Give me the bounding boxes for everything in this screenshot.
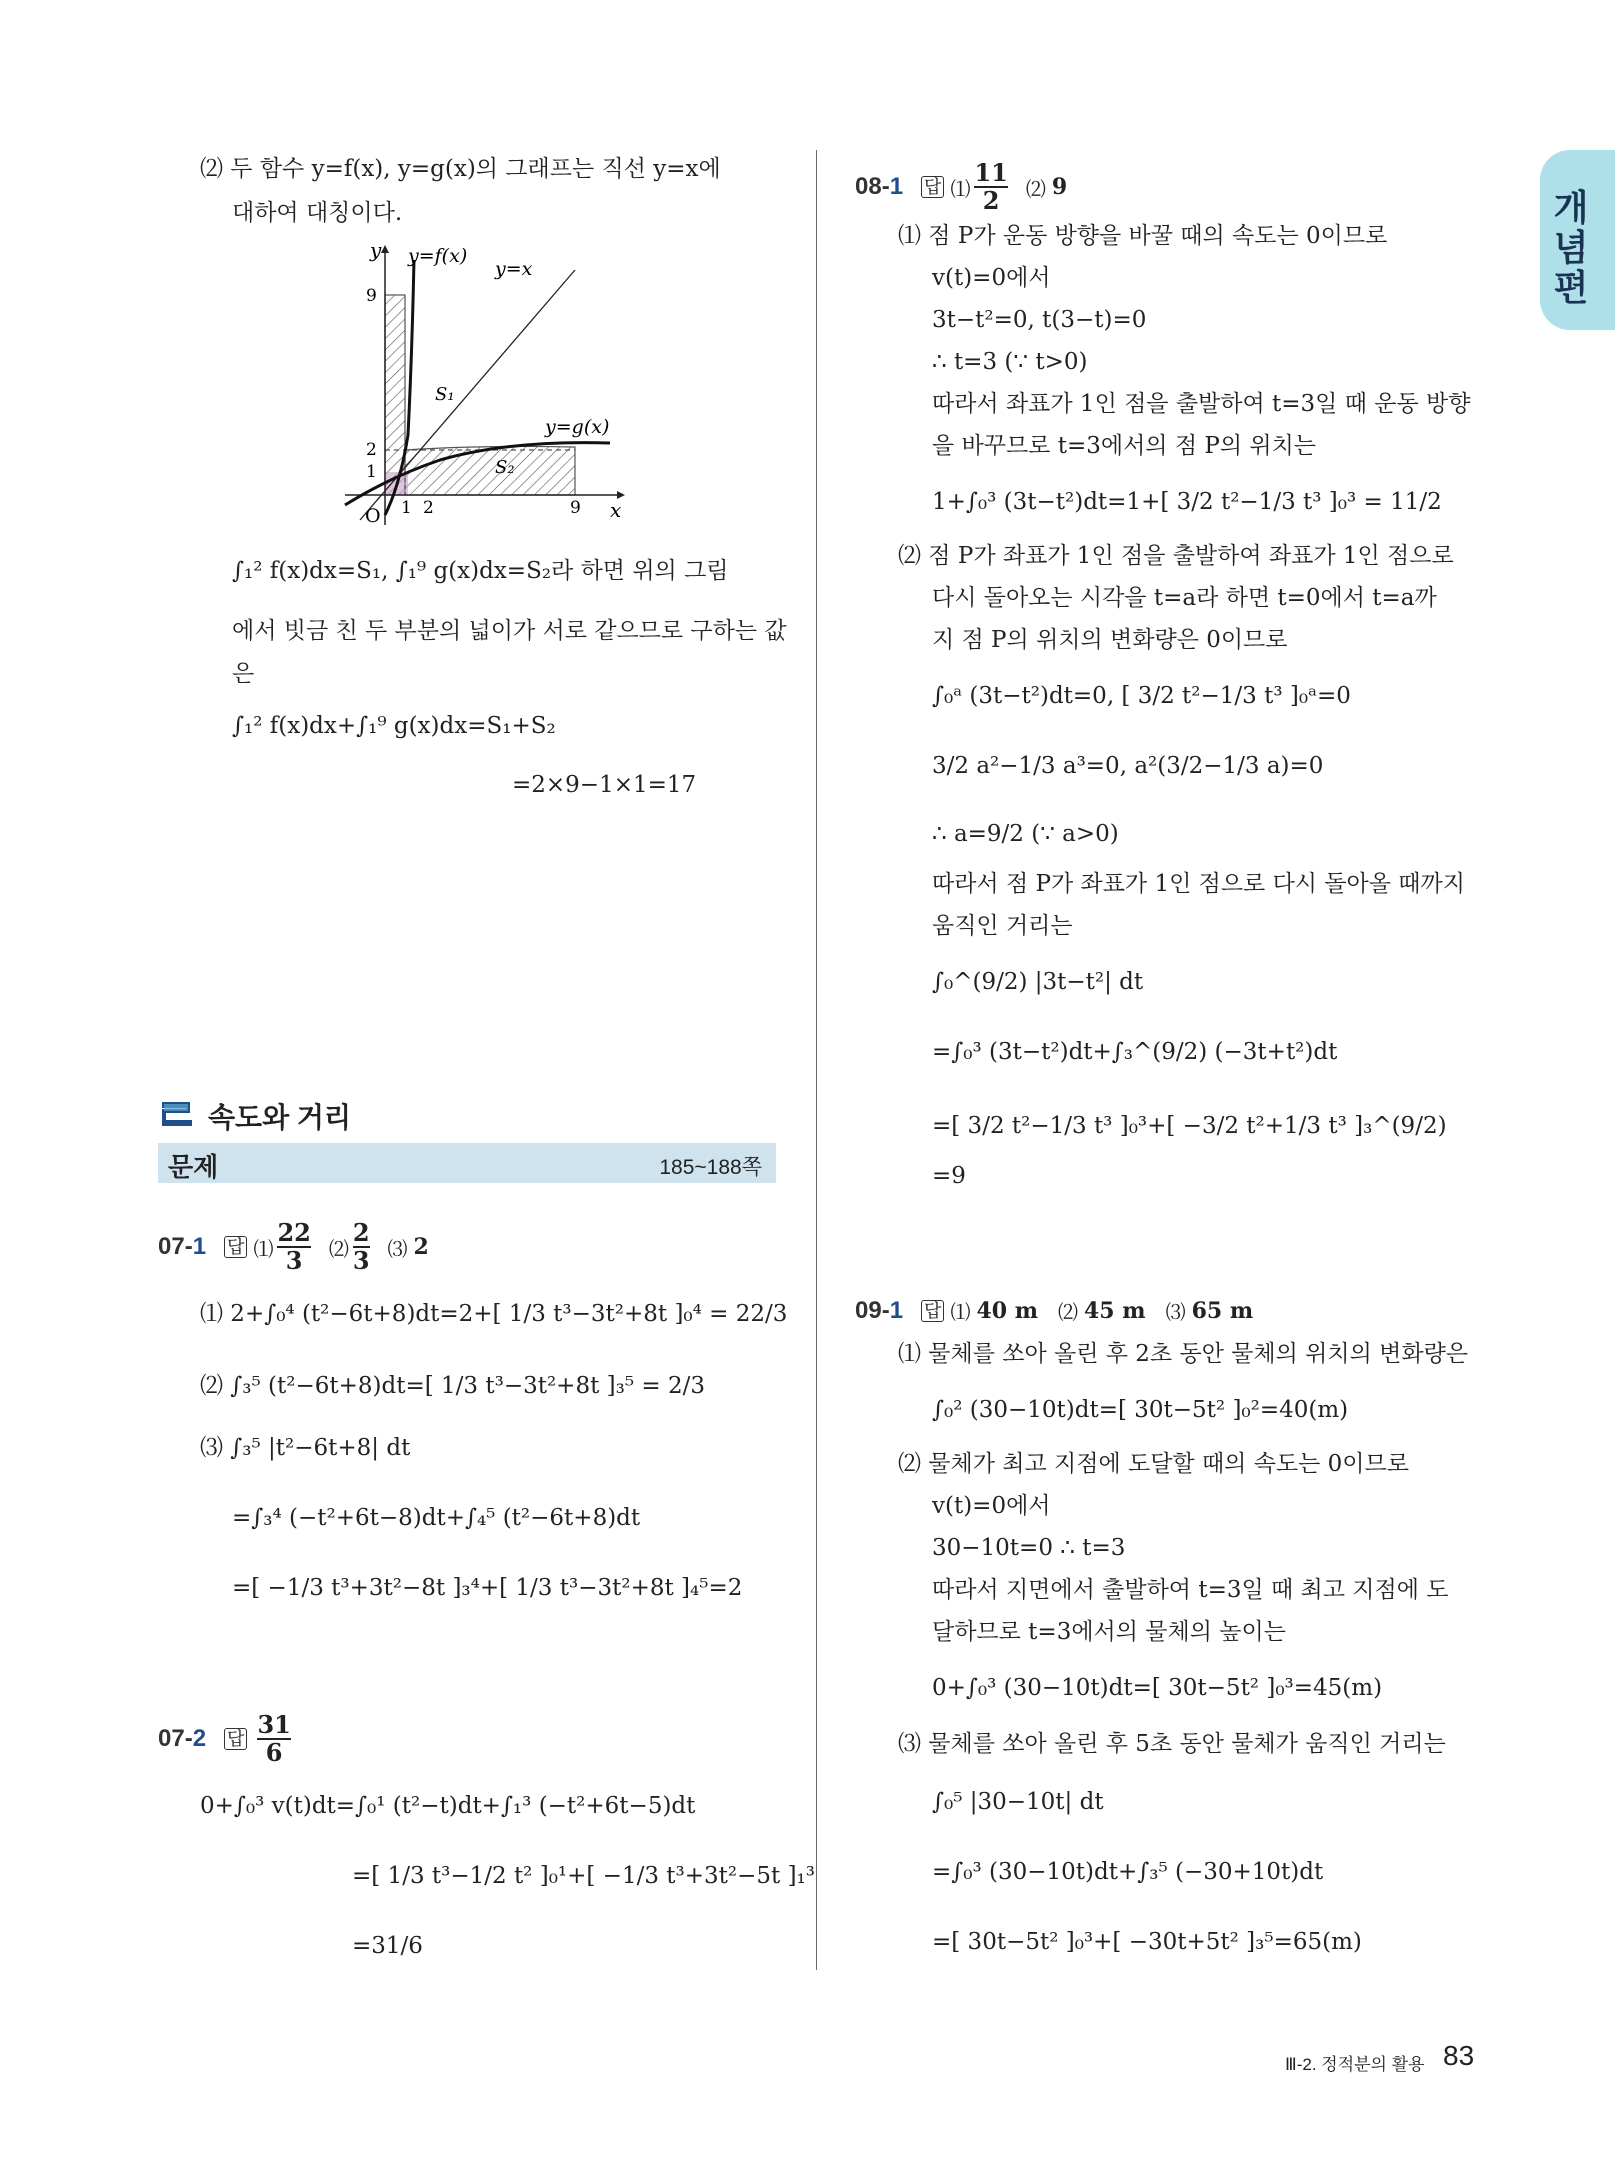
left-text-line: ∫₁² f(x)dx+∫₁⁹ g(x)dx=S₁+S₂ [232, 713, 556, 739]
question-id: 07-2 [158, 1725, 207, 1752]
y-axis-arrow [381, 245, 389, 253]
q07-2-line: =31/6 [352, 1933, 423, 1959]
q07-1-line: =[ −1/3 t³+3t²−8t ]₃⁴+[ 1/3 t³−3t²+8t ]₄⁵=2 [232, 1575, 743, 1601]
tick-x9: 9 [570, 498, 581, 518]
q08-1-line: 지 점 P의 위치의 변화량은 0이므로 [932, 627, 1288, 653]
q08-1-line: =∫₀³ (3t−t²)dt+∫₃^(9/2) (−3t+t²)dt [932, 1039, 1338, 1065]
function-graph [330, 235, 650, 530]
q08-1-header: 08-1 답 ⑴ $\frac{11}{2}$ ⑵ 9 [855, 158, 1068, 215]
q09-1-line: 30−10t=0 ∴ t=3 [932, 1535, 1126, 1561]
q08-1-line: 을 바꾸므로 t=3에서의 점 P의 위치는 [932, 433, 1317, 459]
g-label: y=g(x) [545, 416, 610, 438]
answer-badge: 답 [921, 176, 944, 198]
s2-label: S₂ [495, 457, 515, 478]
q08-1-line: =9 [932, 1163, 966, 1189]
column-divider [816, 150, 817, 1970]
left-text-line: ⑵ 두 함수 y=f(x), y=g(x)의 그래프는 직선 y=x에 [200, 156, 721, 182]
left-text-line: 대하여 대칭이다. [232, 200, 403, 226]
origin-label: O [365, 505, 381, 527]
q08-1-line: 따라서 점 P가 좌표가 1인 점으로 다시 돌아올 때까지 [932, 871, 1465, 897]
diag-label: y=x [495, 258, 533, 280]
q07-2-line: =[ 1/3 t³−1/2 t² ]₀¹+[ −1/3 t³+3t²−5t ]₁³ [352, 1863, 815, 1889]
question-id: 07-1 [158, 1233, 207, 1260]
q09-1-line: =∫₀³ (30−10t)dt+∫₃⁵ (−30+10t)dt [932, 1859, 1324, 1885]
q08-1-line: v(t)=0에서 [932, 265, 1051, 291]
q08-1-line: =[ 3/2 t²−1/3 t³ ]₀³+[ −3/2 t²+1/3 t³ ]₃^(9/2) [932, 1113, 1447, 1139]
q08-1-line: 따라서 좌표가 1인 점을 출발하여 t=3일 때 운동 방향 [932, 391, 1471, 417]
answer-fraction: $\frac{31}{6}$ [257, 1710, 291, 1767]
question-id: 08-1 [855, 173, 904, 200]
q08-1-line: ∴ a=9/2 (∵ a>0) [932, 821, 1119, 847]
q07-2-line: 0+∫₀³ v(t)dt=∫₀¹ (t²−t)dt+∫₁³ (−t²+6t−5)dt [200, 1793, 696, 1819]
hatch-region-s2 [405, 446, 575, 495]
q09-1-line: ⑶ 물체를 쏘아 올린 후 5초 동안 물체가 움직인 거리는 [898, 1731, 1446, 1757]
page-number: 83 [1443, 2040, 1475, 2071]
q09-1-line: ⑴ 물체를 쏘아 올린 후 2초 동안 물체의 위치의 변화량은 [898, 1341, 1469, 1367]
answer-fraction: $\frac{22}{3}$ [277, 1218, 311, 1275]
q09-1-line: ∫₀² (30−10t)dt=[ 30t−5t² ]₀²=40(m) [932, 1397, 1349, 1423]
q09-1-line: 달하므로 t=3에서의 물체의 높이는 [932, 1619, 1286, 1645]
f-label: y=f(x) [408, 245, 468, 267]
side-tab-label: 개념편 [1553, 187, 1589, 308]
left-text-line: ∫₁² f(x)dx=S₁, ∫₁⁹ g(x)dx=S₂라 하면 위의 그림 [232, 558, 729, 584]
q08-1-line: ∫₀ᵃ (3t−t²)dt=0, [ 3/2 t²−1/3 t³ ]₀ᵃ=0 [932, 683, 1351, 709]
answer-badge: 답 [921, 1300, 944, 1322]
q09-1-line: ∫₀⁵ |30−10t| dt [932, 1789, 1104, 1815]
x-axis-label: x [610, 498, 622, 522]
q09-1-line: 따라서 지면에서 출발하여 t=3일 때 최고 지점에 도 [932, 1577, 1449, 1603]
q07-1-line: ⑵ ∫₃⁵ (t²−6t+8)dt=[ 1/3 t³−3t²+8t ]₃⁵ = 2/3 [200, 1373, 705, 1399]
footer-chapter: Ⅲ-2. 정적분의 활용 [1285, 2055, 1425, 2074]
q08-1-line: 3/2 a²−1/3 a³=0, a²(3/2−1/3 a)=0 [932, 753, 1324, 779]
tick-x2: 2 [423, 498, 434, 518]
tick-y2: 2 [366, 440, 377, 460]
q07-2-header [158, 1712, 295, 1766]
answer-badge: 답 [224, 1236, 247, 1258]
q09-1-line: ⑵ 물체가 최고 지점에 도달할 때의 속도는 0이므로 [898, 1451, 1409, 1477]
q07-1-line: ⑴ 2+∫₀⁴ (t²−6t+8)dt=2+[ 1/3 t³−3t²+8t ]₀⁴ = 22/3 [200, 1301, 788, 1327]
q08-1-line: ∫₀^(9/2) |3t−t²| dt [932, 969, 1144, 995]
q08-1-line: 3t−t²=0, t(3−t)=0 [932, 307, 1147, 333]
left-text-line: 은 [232, 661, 255, 687]
y-axis-label: y [370, 238, 382, 262]
problem-bar-pages: 185~188쪽 [659, 1156, 762, 1179]
tick-x1: 1 [401, 498, 412, 518]
q08-1-line: ∴ t=3 (∵ t>0) [932, 349, 1088, 375]
q08-1-line: ⑴ 점 P가 운동 방향을 바꿀 때의 속도는 0이므로 [898, 223, 1388, 249]
q08-1-line: 1+∫₀³ (3t−t²)dt=1+[ 3/2 t²−1/3 t³ ]₀³ = 11/2 [932, 489, 1442, 515]
q08-1-line: 다시 돌아오는 시각을 t=a라 하면 t=0에서 t=a까 [932, 585, 1437, 611]
s1-label: S₁ [435, 384, 455, 405]
q09-1-line: =[ 30t−5t² ]₀³+[ −30t+5t² ]₃⁵=65(m) [932, 1929, 1362, 1955]
q07-1-line: ⑶ ∫₃⁵ |t²−6t+8| dt [200, 1435, 411, 1461]
answer-badge: 답 [224, 1728, 247, 1750]
q08-1-line: ⑵ 점 P가 좌표가 1인 점을 출발하여 좌표가 1인 점으로 [898, 543, 1454, 569]
section-number-icon [160, 1098, 194, 1128]
left-text-line: =2×9−1×1=17 [512, 772, 697, 798]
q09-1-line: v(t)=0에서 [932, 1493, 1051, 1519]
problem-bar [158, 1143, 776, 1183]
q07-1-line: =∫₃⁴ (−t²+6t−8)dt+∫₄⁵ (t²−6t+8)dt [232, 1505, 641, 1531]
q07-1-header: 07-1 답 ⑴ $\frac{22}{3}$ ⑵ $\frac{2}{3}$ ⑶ 2 [158, 1218, 429, 1275]
left-text-line: 에서 빗금 친 두 부분의 넓이가 서로 같으므로 구하는 값 [232, 618, 787, 644]
answer-fraction: $\frac{2}{3}$ [352, 1218, 370, 1275]
answer-fraction: $\frac{11}{2}$ [974, 158, 1008, 215]
q08-1-line: 움직인 거리는 [932, 913, 1073, 939]
tick-y9: 9 [366, 286, 377, 306]
problem-bar-label: 문제 [168, 1152, 219, 1182]
q09-1-line: 0+∫₀³ (30−10t)dt=[ 30t−5t² ]₀³=45(m) [932, 1675, 1383, 1701]
question-id: 09-1 [855, 1296, 904, 1324]
tick-y1: 1 [366, 462, 377, 482]
q09-1-header: 09-1 답 ⑴ 40 m ⑵ 45 m ⑶ 65 m [855, 1296, 1254, 1324]
section-title: 속도와 거리 [208, 1102, 352, 1133]
